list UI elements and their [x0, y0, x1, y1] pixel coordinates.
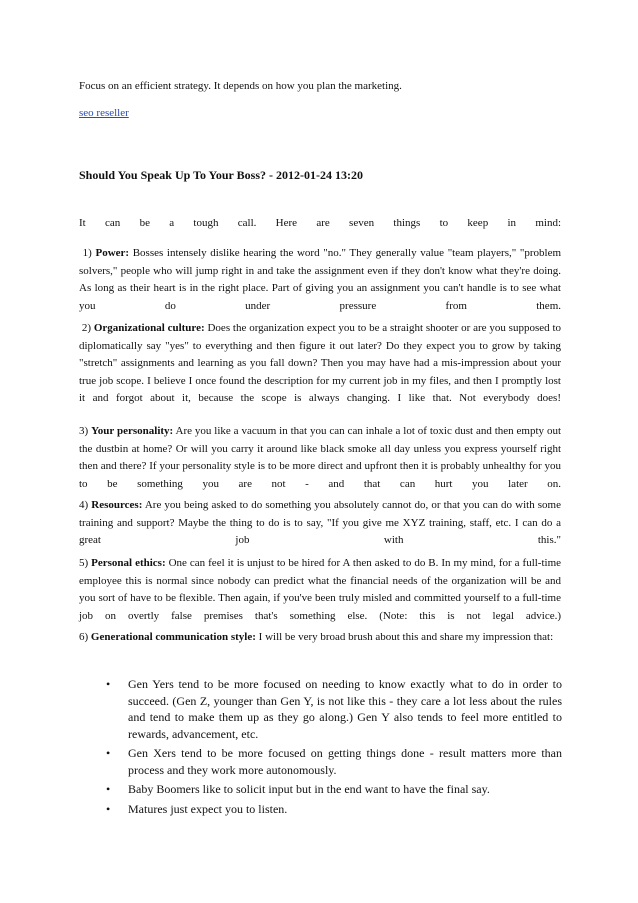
intro-text: Focus on an efficient strategy. It depends on how you plan the marketing.	[79, 80, 402, 92]
point-title: Personal ethics:	[91, 557, 166, 569]
bullet-icon: •	[106, 746, 111, 760]
post-heading: Should You Speak Up To Your Boss? - 2012-01-24 13:20	[79, 168, 363, 182]
point-body: Does the organization expect you to be a straight shooter or are you supposed to diplomatically say "yes" to everything and then figure it out later? Do they expect you to grow by taking "stretch" assignments and learning as you fall down? Then you may have had a mis-impression about your true job scope. I believe I once found the description for my current job in my files, and then I promptly lost it and forgot about it, because the scope is always changing. I like that. Not everybody does!	[79, 322, 561, 404]
list-item-text: Baby Boomers like to solicit input but in the end want to have the final say.	[128, 782, 490, 796]
seo-reseller-link[interactable]: seo reseller	[79, 107, 129, 119]
list-item	[104, 781, 562, 798]
bullet-icon: •	[106, 677, 111, 691]
point-title: Your personality:	[91, 425, 174, 437]
point-organizational-culture	[79, 320, 561, 408]
point-body: One can feel it is unjust to be hired for A then asked to do B. In my mind, for a full-time employee this is normal since nobody can predict what the financial needs of the organization will be and you sort of have to be flexible. Then again, if you've been truly misled and committed yourself to a full-time job on overtly false premises that's something else. (Note: this is not legal advice.)	[79, 557, 562, 622]
list-item	[104, 676, 562, 742]
point-generational-communication	[79, 629, 561, 647]
point-title: Resources:	[91, 499, 143, 511]
point-resources	[79, 497, 561, 550]
lead-text: It can be a tough call. Here are seven things to keep in mind:	[79, 217, 561, 229]
point-number: 5)	[79, 557, 89, 569]
point-body: Are you like a vacuum in that you can can inhale a lot of toxic dust and then empty out the dustbin at home? Or will you carry it around like black smoke all day unless you express yourself right then and there? If your personality style is to be more direct and upfront then it is probably unhealthy for you to be something you are not - and that can hurt you later on.	[79, 425, 562, 490]
point-body: Bosses intensely dislike hearing the word "no." They generally value "team players," "problem solvers," people who will jump right in and take the assignment even if they don't know what they're doing. As long as their heart is in the right place. Part of giving you an assignment you can't handle is to see what you do under pressure from them.	[79, 247, 562, 312]
generation-bullet-list	[104, 676, 562, 820]
point-number: 3)	[79, 425, 89, 437]
list-item	[104, 801, 562, 818]
point-title: Organizational culture:	[93, 322, 205, 334]
point-personal-ethics	[79, 555, 561, 625]
point-your-personality	[79, 423, 561, 493]
point-power	[79, 245, 561, 315]
list-item-text: Matures just expect you to listen.	[128, 801, 288, 816]
point-number: 1)	[82, 247, 92, 259]
point-number: 6)	[79, 631, 89, 643]
point-body: Are you being asked to do something you absolutely cannot do, or that you can do with some training and support? Maybe the thing to do is to say, "If you give me XYZ training, staff, etc. I can do a great job with this."	[79, 499, 561, 546]
point-title: Power:	[95, 247, 130, 259]
list-item	[104, 745, 562, 778]
list-item-text: Gen Yers tend to be more focused on needing to know exactly what to do in order to succeed. (Gen Z, younger than Gen Y, is not like this - they care a lot less about the rules and tend to make them up as they go along.) Gen Y also tends to feel more entitled to rewards, advancement, etc.	[128, 677, 562, 741]
list-item-text: Gen Xers tend to be more focused on getting things done - result matters more than process and they work more autonomously.	[128, 746, 562, 777]
bullet-icon: •	[106, 782, 111, 796]
bullet-icon: •	[106, 801, 111, 816]
point-number: 4)	[79, 499, 89, 511]
point-number: 2)	[81, 322, 92, 334]
point-body: I will be very broad brush about this and share my impression that:	[255, 631, 554, 643]
point-title: Generational communication style:	[90, 631, 256, 643]
